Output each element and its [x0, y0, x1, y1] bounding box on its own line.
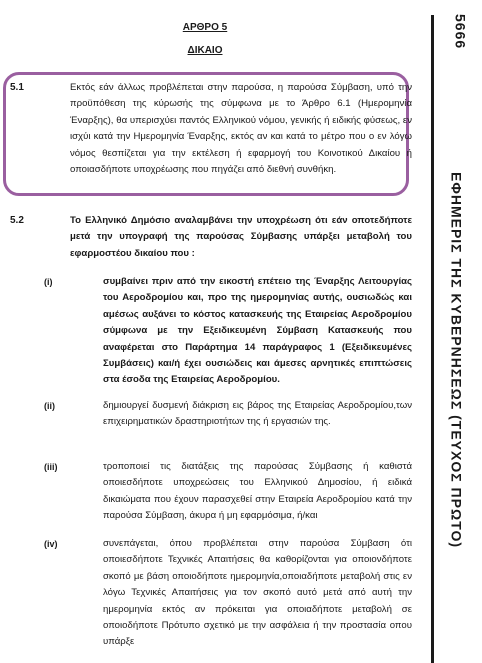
clause-number-5-2: 5.2 [10, 215, 24, 226]
clause-text-5-2: Το Ελληνικό Δημόσιο αναλαμβάνει την υποχρέωση ότι εάν οποτεδήποτε μετά την υπογραφή της παρούσας Σύμβασης υπάρξει μεταβολή του εφαρμοστέου δικαίου που : [70, 215, 412, 259]
clause-number-5-1: 5.1 [10, 82, 24, 93]
clause-text-5-1: Εκτός εάν άλλως προβλέπεται στην παρούσα, η παρούσα Σύμβαση, υπό την προϋπόθεση της κύρωσής της σύμφωνα με το Άρθρο 6.1 (Ημερομηνία Έναρξης), θα υπερισχύει παντός Ελληνικού νόμου, γενικής ή ειδικής φύσεως, εν ισχύι κατά την Ημερομηνία Έναρξης, εκτός αν και κατά το μέτρο που ο εν λόγω νόμος θεσπίζεται για την εκτέλεση ή εφαρμογή του Κοινοτικού Δικαίου ή οποιασδήποτε υποχρέωσης που πηγάζει από διεθνή συνθήκη. [70, 82, 412, 176]
item-text-ii: δημιουργεί δυσμενή διάκριση εις βάρος της Εταιρείας Αεροδρομίου,των επιχειρηματικών δραστηριοτήτων της ή εργασιών της. [103, 400, 412, 428]
item-text-i: συμβαίνει πριν από την εικοστή επέτειο της Έναρξης Λειτουργίας του Αεροδρομίου και, προ της ημερομηνίας αυτής, ουσιωδώς και αμέσως αυξάνει το κόστος κατασκευής της Εταιρείας Αεροδρομίου σύμφωνα με την Εξειδικευμένη Σύμβαση Κατασκευής που αναφέρεται στο Παράρτημα 14 παράγραφος 1 (Εξειδικευμένες Συμβάσεις) και/ή έχει ουσιώδεις και άμεσες αρνητικές επιπτώσεις στα έσοδα της Εταιρείας Αεροδρομίου. [103, 276, 412, 386]
article-title: ΑΡΘΡΟ 5 [182, 22, 228, 33]
margin-rule [431, 15, 434, 663]
section-title: ΔΙΚΑΙΟ [187, 45, 223, 56]
item-text-iii: τροποποιεί τις διατάξεις της παρούσας Σύμβασης ή καθιστά οποιεσδήποτε υποχρεώσεις του Ελληνικού Δημοσίου, ή ειδικά δικαιώματα που έχουν παρασχεθεί στην Εταιρεία Αεροδρομίου κατά την παρούσα Σύμβαση, άκυρα ή μη εφαρμόσιμα, ή/και [103, 461, 412, 522]
gazette-running-header: ΕΦΗΜΕΡΙΣ ΤΗΣ ΚΥΒΕΡΝΗΣΕΩΣ (ΤΕΥΧΟΣ ΠΡΩΤΟ) [448, 172, 465, 549]
item-label-ii: (ii) [44, 401, 55, 411]
item-text-iv: συνεπάγεται, όπου προβλέπεται στην παρούσα Σύμβαση ότι οποιεσδήποτε Τεχνικές Απαιτήσεις θα καθορίζονται για οποιονδήποτε σκοπό με βάση οποιοδήποτε ημερομηνία,οποιαδήποτε μεταβολή στις εν λόγω Τεχνικές Απαιτήσεις για τον σκοπό αυτό μετά από αυτή την ημερομηνία εκτός αν πρόκειται για οποιαδήποτε μεταβολή σε οποιοδήποτε Πρότυπο σχετικό με την ασφάλεια ή την προστασία οπου υπάρξε [103, 538, 412, 648]
item-label-iv: (iv) [44, 539, 58, 549]
page-number: 5666 [452, 14, 469, 50]
item-label-iii: (iii) [44, 462, 58, 472]
item-label-i: (i) [44, 277, 53, 287]
